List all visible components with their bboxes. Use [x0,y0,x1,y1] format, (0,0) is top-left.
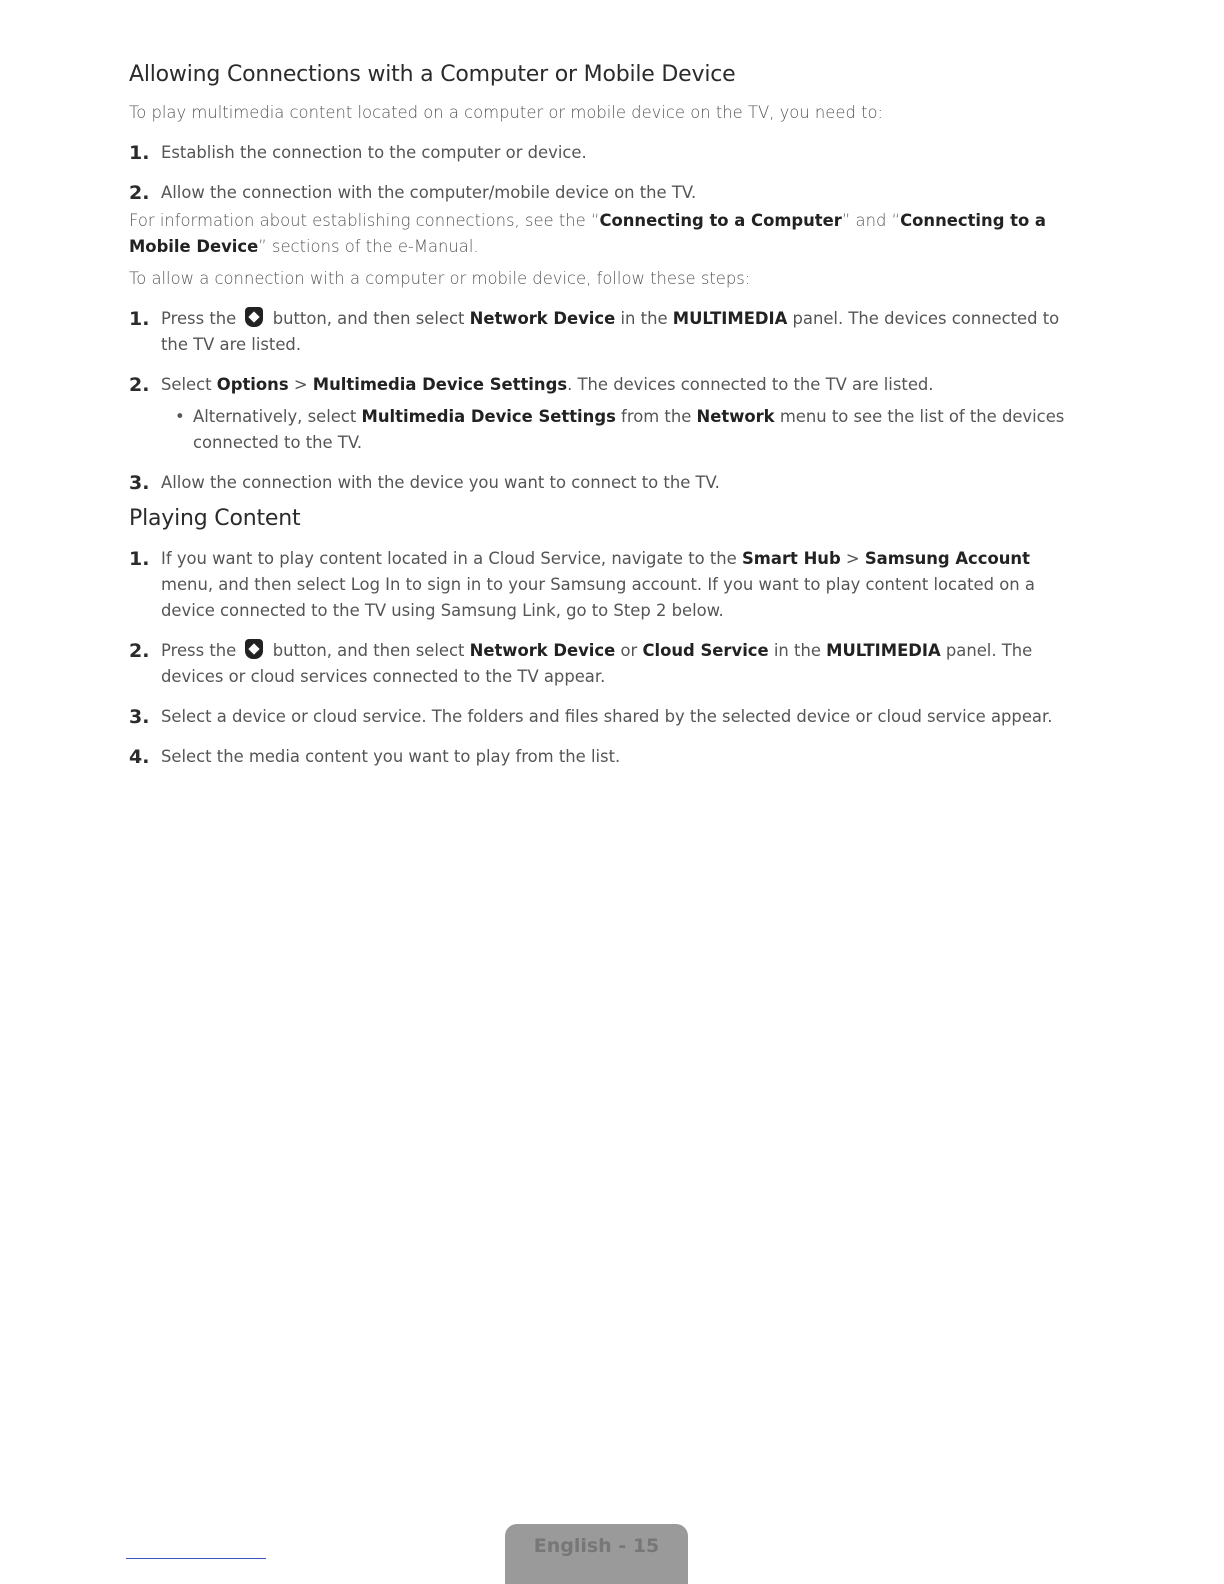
step-number: 2. [129,374,150,396]
step-number: 1. [129,308,150,330]
section-title-allowing-connections: Allowing Connections with a Computer or Mobile Device [129,62,736,87]
chevron-right-icon: > [293,375,308,394]
list-item: 3. Select a device or cloud service. The folders and files shared by the selected device or cloud service appear. [129,706,1053,728]
info-paragraph: For information about establishing connections, see the “Connecting to a Computer” and “Connecting to a Mobile Device” sections of the e-Manual. [129,211,1046,256]
follow-steps-paragraph: To allow a connection with a computer or mobile device, follow these steps: [129,269,751,288]
list-item: 3. Allow the connection with the device you want to connect to the TV. [129,472,720,494]
chevron-right-icon: > [845,549,860,568]
allow-steps-list [129,306,1069,496]
list-item: 4. Select the media content you want to play from the list. [129,746,621,768]
list-item: 2. Select Options > Multimedia Device Settings. The devices connected to the TV are listed. • Alternatively, select Multimedia Device Settings from the Network menu to see the list of the devices connected to the TV. [129,372,1069,456]
list-item [129,180,1069,206]
step-number: 3. [129,706,150,728]
link-connecting-computer: Connecting to a Computer [599,211,842,230]
footer-divider [126,1558,266,1559]
step-number: 4. [129,746,150,768]
playing-steps-list [129,546,1069,770]
smart-hub-icon [245,639,263,659]
step-number: 3. [129,472,150,494]
link-connecting-mobile: Connecting to a Mobile Device [129,211,1046,256]
step-text: Establish the connection to the computer or device. [161,143,587,162]
intro-paragraph: To play multimedia content located on a computer or mobile device on the TV, you need to: [129,103,884,122]
step-number: 1. [129,548,150,570]
step-number: 1. [129,142,150,164]
bullet-item: • Alternatively, select Multimedia Device Settings from the Network menu to see the list of the devices connected to the TV. [175,407,1065,452]
document-page [129,58,1069,770]
connection-steps-list [129,140,1069,206]
smart-hub-icon [245,307,263,327]
step-number: 2. [129,640,150,662]
list-item: 1. Press the button, and then select Network Device in the MULTIMEDIA panel. The devices connected to the TV are listed. [129,308,1060,354]
list-item: 2. Press the button, and then select Network Device or Cloud Service in the MULTIMEDIA panel. The devices or cloud services connected to the TV appear. [129,640,1033,686]
list-item: 1. If you want to play content located in a Cloud Service, navigate to the Smart Hub > Samsung Account menu, and then select Log In to sign in to your Samsung account. If you want to play content located on a device connected to the TV using Samsung Link, go to Step 2 below. [129,548,1035,620]
sub-bullet-list [161,404,1069,456]
page-number-badge: English - 15 [505,1524,688,1584]
section-title-playing-content: Playing Content [129,506,301,531]
step-number: 2. [129,182,150,204]
step-text: Allow the connection with the computer/mobile device on the TV. [161,183,697,202]
list-item [129,140,1069,166]
